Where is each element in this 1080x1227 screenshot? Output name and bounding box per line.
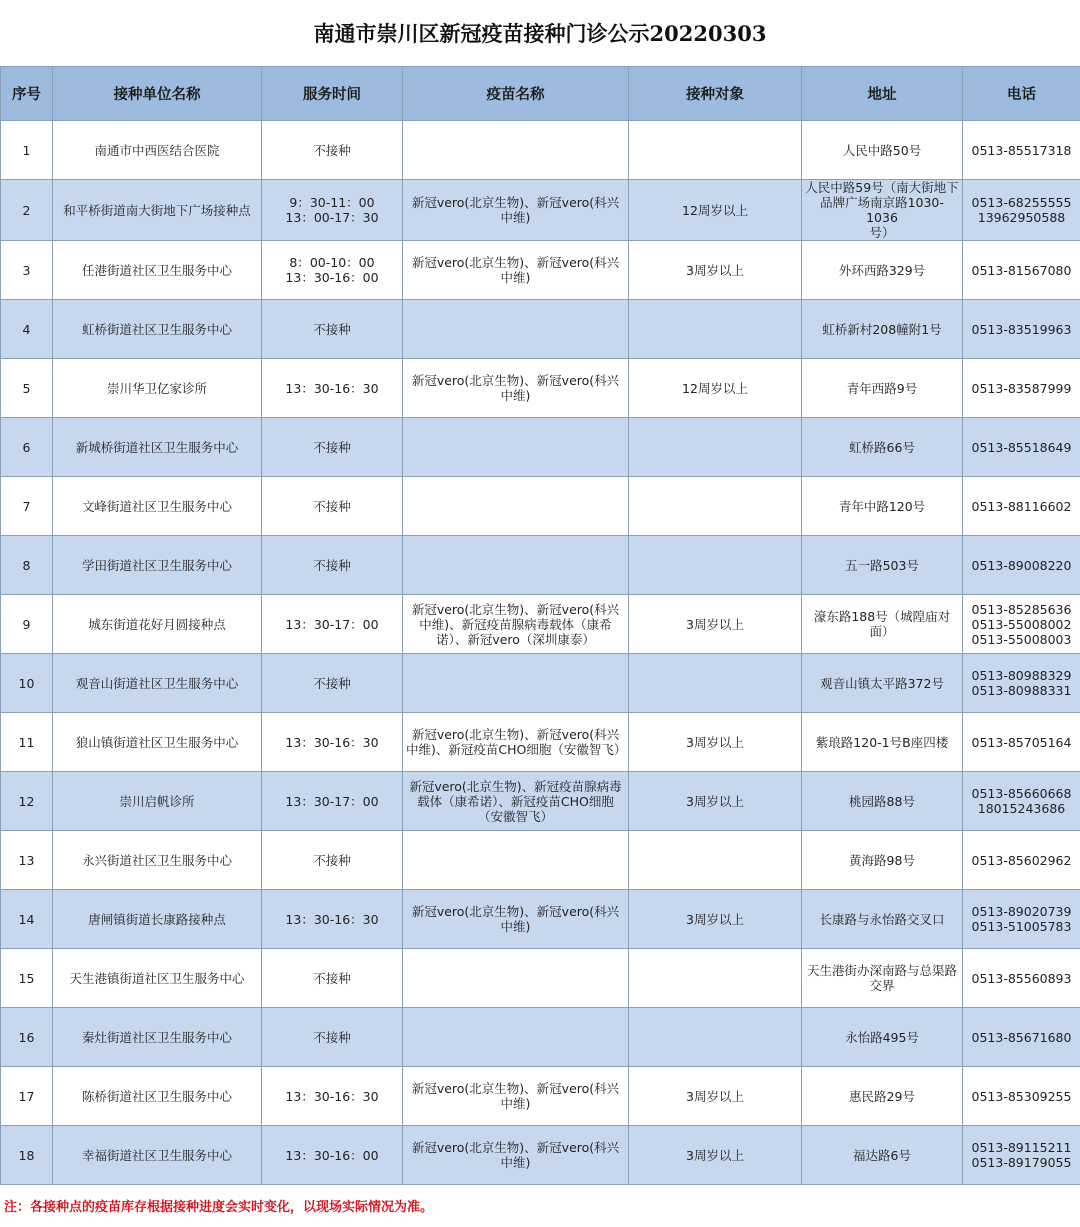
address-cell — [802, 1126, 963, 1185]
target-cell: 3周岁以上 — [629, 1126, 802, 1185]
vaccine-name-cell-line: 新冠vero(北京生物)、新冠vero(科兴 — [411, 727, 620, 742]
address-cell — [802, 654, 963, 713]
table-row — [1, 477, 1080, 536]
service-time-cell-line: 不接种 — [313, 675, 351, 691]
service-time-cell-line: 不接种 — [313, 1029, 351, 1045]
vaccine-name-cell — [403, 1126, 629, 1185]
unit-name-cell: 秦灶街道社区卫生服务中心 — [53, 1008, 262, 1067]
target-cell — [629, 300, 802, 359]
phone-cell-line: 0513-89115211 — [971, 1140, 1072, 1155]
phone-cell — [963, 890, 1080, 949]
unit-name-cell: 狼山镇街道社区卫生服务中心 — [53, 713, 262, 772]
phone-cell-line: 0513-80988329 — [971, 668, 1072, 683]
phone-cell — [963, 1126, 1080, 1185]
vaccine-name-cell — [403, 595, 629, 654]
phone-cell — [963, 772, 1080, 831]
vaccine-name-cell-line: 新冠vero(北京生物)、新冠vero(科兴 — [411, 195, 620, 210]
unit-name-cell: 唐闸镇街道长康路接种点 — [53, 890, 262, 949]
phone-cell — [963, 595, 1080, 654]
table-row — [1, 831, 1080, 890]
address-cell-line: 濠东路188号（城隍庙对 — [813, 609, 951, 624]
table-row — [1, 713, 1080, 772]
address-cell — [802, 241, 963, 300]
service-time-cell-line: 13：30-16：30 — [285, 911, 379, 927]
row-number: 15 — [1, 949, 53, 1008]
vaccine-name-cell — [403, 713, 629, 772]
row-number: 12 — [1, 772, 53, 831]
vaccine-name-cell-line: （安徽智飞） — [477, 808, 553, 824]
address-cell-line: 青年西路9号 — [846, 380, 918, 396]
service-time-cell — [262, 1126, 403, 1185]
phone-cell-line: 0513-89020739 — [971, 904, 1072, 919]
address-cell-line: 人民中路50号 — [842, 142, 922, 158]
address-cell-line: 面） — [869, 624, 895, 639]
vaccine-name-cell-line: 中维)、新冠疫苗腺病毒载体（康希 — [419, 616, 612, 632]
phone-cell — [963, 418, 1080, 477]
vaccine-name-cell — [403, 1008, 629, 1067]
table-row — [1, 654, 1080, 713]
phone-cell — [963, 654, 1080, 713]
service-time-cell — [262, 831, 403, 890]
vaccine-name-cell-line: 新冠vero(北京生物)、新冠疫苗腺病毒 — [409, 778, 622, 794]
row-number: 1 — [1, 121, 53, 180]
unit-name-cell: 和平桥街道南大街地下广场接种点 — [53, 180, 262, 241]
address-cell-line: 长康路与永怡路交叉口 — [819, 911, 945, 927]
vaccine-name-cell-line: 新冠vero(北京生物)、新冠vero(科兴 — [411, 255, 620, 270]
service-time-cell-line: 13：30-16：30 — [285, 1088, 379, 1104]
table-row — [1, 772, 1080, 831]
header-no: 序号 — [1, 67, 53, 121]
row-number: 2 — [1, 180, 53, 241]
service-time-cell-line: 13：30-16：30 — [285, 380, 379, 396]
unit-name-cell: 崇川启帆诊所 — [53, 772, 262, 831]
phone-cell-line: 0513-68255555 — [971, 195, 1072, 210]
row-number: 13 — [1, 831, 53, 890]
table-row — [1, 949, 1080, 1008]
vaccine-name-cell-line: 中维) — [500, 1096, 531, 1111]
unit-name-cell: 永兴街道社区卫生服务中心 — [53, 831, 262, 890]
target-cell — [629, 536, 802, 595]
phone-cell-line: 0513-85671680 — [971, 1029, 1072, 1045]
vaccine-name-cell-line: 新冠vero(北京生物)、新冠vero(科兴 — [411, 1140, 620, 1155]
service-time-cell-line: 13：30-16：00 — [285, 1147, 379, 1163]
service-time-cell-line: 13：30-17：00 — [285, 616, 379, 632]
target-cell: 3周岁以上 — [629, 890, 802, 949]
phone-cell-line: 0513-85309255 — [971, 1088, 1072, 1104]
address-cell — [802, 831, 963, 890]
phone-cell-line: 0513-80988331 — [971, 683, 1072, 698]
service-time-cell-line: 13：30-16：30 — [285, 734, 379, 750]
phone-cell-line: 0513-55008003 — [971, 631, 1072, 647]
phone-cell-line: 0513-89008220 — [971, 557, 1072, 573]
phone-cell — [963, 241, 1080, 300]
address-cell — [802, 890, 963, 949]
service-time-cell-line: 13：30-17：00 — [285, 793, 379, 809]
phone-cell-line: 18015243686 — [977, 801, 1066, 816]
row-number: 10 — [1, 654, 53, 713]
service-time-cell-line: 不接种 — [313, 970, 351, 986]
service-time-cell — [262, 1067, 403, 1126]
vaccine-name-cell — [403, 121, 629, 180]
vaccine-name-cell — [403, 654, 629, 713]
table-row — [1, 1067, 1080, 1126]
footnote: 注：各接种点的疫苗库存根据接种进度会实时变化，以现场实际情况为准。 — [4, 1199, 434, 1215]
phone-cell — [963, 949, 1080, 1008]
service-time-cell-line: 不接种 — [313, 498, 351, 514]
vaccine-name-cell — [403, 359, 629, 418]
table-row — [1, 1126, 1080, 1185]
vaccine-name-cell-line: 新冠vero(北京生物)、新冠vero(科兴 — [411, 601, 620, 617]
table-row — [1, 359, 1080, 418]
phone-cell-line: 0513-83587999 — [971, 380, 1072, 396]
row-number: 7 — [1, 477, 53, 536]
header-target: 接种对象 — [629, 67, 802, 121]
table-row — [1, 180, 1080, 241]
phone-cell — [963, 536, 1080, 595]
service-time-cell — [262, 241, 403, 300]
phone-cell — [963, 477, 1080, 536]
table-row — [1, 1008, 1080, 1067]
row-number: 14 — [1, 890, 53, 949]
address-cell-line: 永怡路495号 — [845, 1029, 919, 1045]
table-row — [1, 121, 1080, 180]
address-cell — [802, 595, 963, 654]
table-row — [1, 418, 1080, 477]
target-cell: 3周岁以上 — [629, 1067, 802, 1126]
service-time-cell — [262, 359, 403, 418]
phone-cell-line: 0513-85705164 — [971, 734, 1072, 750]
service-time-cell — [262, 418, 403, 477]
service-time-cell — [262, 300, 403, 359]
vaccine-name-cell — [403, 1067, 629, 1126]
phone-cell — [963, 713, 1080, 772]
header-vaccine-name: 疫苗名称 — [403, 67, 629, 121]
page-title: 南通市崇川区新冠疫苗接种门诊公示20220303 — [313, 21, 767, 46]
phone-cell-line: 0513-55008002 — [971, 616, 1072, 632]
clinic-table — [0, 66, 1080, 1185]
row-number: 11 — [1, 713, 53, 772]
table-row — [1, 241, 1080, 300]
target-cell — [629, 831, 802, 890]
vaccine-name-cell-line: 载体（康希诺）、新冠疫苗CHO细胞 — [417, 793, 614, 809]
address-cell — [802, 1067, 963, 1126]
address-cell-line: 号） — [869, 225, 895, 240]
phone-cell — [963, 359, 1080, 418]
service-time-cell-line: 13：00-17：30 — [285, 210, 379, 225]
service-time-cell-line: 不接种 — [313, 439, 351, 455]
address-cell — [802, 713, 963, 772]
table-row — [1, 890, 1080, 949]
unit-name-cell: 天生港镇街道社区卫生服务中心 — [53, 949, 262, 1008]
unit-name-cell: 观音山街道社区卫生服务中心 — [53, 654, 262, 713]
unit-name-cell: 陈桥街道社区卫生服务中心 — [53, 1067, 262, 1126]
address-cell-line: 品牌广场南京路1030-1036 — [820, 195, 944, 225]
phone-cell — [963, 831, 1080, 890]
vaccine-name-cell — [403, 890, 629, 949]
target-cell: 12周岁以上 — [629, 180, 802, 241]
address-cell — [802, 121, 963, 180]
address-cell-line: 紫琅路120-1号B座四楼 — [815, 734, 949, 750]
header-unit-name: 接种单位名称 — [53, 67, 262, 121]
address-cell-line: 五一路503号 — [845, 557, 919, 573]
service-time-cell — [262, 890, 403, 949]
row-number: 4 — [1, 300, 53, 359]
service-time-cell-line: 13：30-16：00 — [285, 270, 379, 285]
unit-name-cell: 学田街道社区卫生服务中心 — [53, 536, 262, 595]
phone-cell — [963, 300, 1080, 359]
service-time-cell-line: 9：30-11：00 — [289, 195, 375, 210]
address-cell — [802, 180, 963, 241]
vaccine-name-cell-line: 新冠vero(北京生物)、新冠vero(科兴 — [411, 904, 620, 919]
address-cell-line: 外环西路329号 — [838, 262, 926, 278]
address-cell-line: 福达路6号 — [853, 1147, 911, 1163]
service-time-cell — [262, 949, 403, 1008]
phone-cell-line: 0513-51005783 — [971, 919, 1072, 934]
phone-cell-line: 0513-88116602 — [971, 498, 1072, 514]
phone-cell-line: 0513-85560893 — [971, 970, 1072, 986]
vaccine-name-cell — [403, 180, 629, 241]
phone-cell — [963, 1067, 1080, 1126]
unit-name-cell: 虹桥街道社区卫生服务中心 — [53, 300, 262, 359]
service-time-cell-line: 不接种 — [313, 142, 351, 158]
address-cell-line: 人民中路59号（南大街地下 — [805, 180, 959, 195]
phone-cell-line: 13962950588 — [977, 210, 1066, 225]
service-time-cell — [262, 477, 403, 536]
service-time-cell — [262, 121, 403, 180]
table-header-row — [1, 67, 1080, 121]
vaccine-name-cell — [403, 536, 629, 595]
target-cell: 3周岁以上 — [629, 713, 802, 772]
address-cell — [802, 1008, 963, 1067]
vaccine-name-cell — [403, 949, 629, 1008]
unit-name-cell: 崇川华卫亿家诊所 — [53, 359, 262, 418]
address-cell-line: 观音山镇太平路372号 — [820, 675, 944, 691]
address-cell — [802, 536, 963, 595]
row-number: 17 — [1, 1067, 53, 1126]
address-cell — [802, 772, 963, 831]
address-cell-line: 桃园路88号 — [849, 793, 915, 809]
address-cell-line: 天生港街办深南路与总渠路 — [806, 963, 957, 978]
vaccine-name-cell — [403, 241, 629, 300]
vaccine-name-cell-line: 新冠vero(北京生物)、新冠vero(科兴 — [411, 1081, 620, 1096]
header-phone: 电话 — [963, 67, 1080, 121]
row-number: 3 — [1, 241, 53, 300]
target-cell: 12周岁以上 — [629, 359, 802, 418]
phone-cell — [963, 1008, 1080, 1067]
service-time-cell-line: 不接种 — [313, 557, 351, 573]
unit-name-cell: 新城桥街道社区卫生服务中心 — [53, 418, 262, 477]
target-cell — [629, 477, 802, 536]
vaccine-name-cell-line: 中维) — [500, 919, 531, 934]
vaccine-name-cell-line: 诺）、新冠vero（深圳康泰） — [436, 631, 595, 647]
unit-name-cell: 任港街道社区卫生服务中心 — [53, 241, 262, 300]
row-number: 5 — [1, 359, 53, 418]
service-time-cell-line: 不接种 — [313, 321, 351, 337]
vaccine-name-cell — [403, 418, 629, 477]
address-cell — [802, 949, 963, 1008]
phone-cell-line: 0513-85517318 — [971, 142, 1072, 158]
phone-cell-line: 0513-85518649 — [971, 439, 1072, 455]
vaccine-name-cell-line: 新冠vero(北京生物)、新冠vero(科兴 — [411, 373, 620, 388]
address-cell-line: 虹桥新村208幢附1号 — [822, 321, 942, 337]
phone-cell-line: 0513-83519963 — [971, 321, 1072, 337]
vaccine-name-cell-line: 中维) — [500, 270, 531, 285]
vaccine-name-cell-line: 中维) — [500, 1155, 531, 1170]
vaccine-name-cell-line: 中维) — [500, 388, 531, 403]
address-cell-line: 虹桥路66号 — [849, 439, 915, 455]
header-address: 地址 — [802, 67, 963, 121]
service-time-cell — [262, 772, 403, 831]
unit-name-cell: 城东街道花好月圆接种点 — [53, 595, 262, 654]
address-cell — [802, 418, 963, 477]
phone-cell-line: 0513-81567080 — [971, 262, 1072, 278]
row-number: 18 — [1, 1126, 53, 1185]
service-time-cell-line: 8：00-10：00 — [289, 255, 375, 270]
unit-name-cell: 文峰街道社区卫生服务中心 — [53, 477, 262, 536]
vaccine-name-cell-line: 中维) — [500, 210, 531, 225]
address-cell-line: 惠民路29号 — [849, 1088, 915, 1104]
service-time-cell — [262, 1008, 403, 1067]
service-time-cell — [262, 595, 403, 654]
address-cell-line: 交界 — [869, 978, 895, 993]
address-cell — [802, 359, 963, 418]
phone-cell-line: 0513-85285636 — [971, 601, 1072, 617]
header-service-time: 服务时间 — [262, 67, 403, 121]
service-time-cell — [262, 180, 403, 241]
row-number: 9 — [1, 595, 53, 654]
table-row — [1, 536, 1080, 595]
phone-cell — [963, 121, 1080, 180]
target-cell — [629, 121, 802, 180]
vaccine-name-cell-line: 中维)、新冠疫苗CHO细胞（安徽智飞） — [406, 742, 627, 757]
table-row — [1, 300, 1080, 359]
address-cell-line: 青年中路120号 — [838, 498, 926, 514]
table-row — [1, 595, 1080, 654]
vaccine-name-cell — [403, 300, 629, 359]
vaccine-name-cell — [403, 477, 629, 536]
target-cell: 3周岁以上 — [629, 241, 802, 300]
row-number: 16 — [1, 1008, 53, 1067]
target-cell — [629, 949, 802, 1008]
service-time-cell — [262, 713, 403, 772]
unit-name-cell: 幸福街道社区卫生服务中心 — [53, 1126, 262, 1185]
service-time-cell — [262, 536, 403, 595]
phone-cell-line: 0513-89179055 — [971, 1155, 1072, 1170]
target-cell: 3周岁以上 — [629, 595, 802, 654]
phone-cell-line: 0513-85602962 — [971, 852, 1072, 868]
target-cell — [629, 654, 802, 713]
target-cell — [629, 418, 802, 477]
target-cell: 3周岁以上 — [629, 772, 802, 831]
service-time-cell — [262, 654, 403, 713]
address-cell-line: 黄海路98号 — [849, 852, 915, 868]
phone-cell-line: 0513-85660668 — [971, 786, 1072, 801]
service-time-cell-line: 不接种 — [313, 852, 351, 868]
row-number: 6 — [1, 418, 53, 477]
vaccine-name-cell — [403, 831, 629, 890]
unit-name-cell: 南通市中西医结合医院 — [53, 121, 262, 180]
row-number: 8 — [1, 536, 53, 595]
address-cell — [802, 477, 963, 536]
address-cell — [802, 300, 963, 359]
target-cell — [629, 1008, 802, 1067]
vaccine-name-cell — [403, 772, 629, 831]
phone-cell — [963, 180, 1080, 241]
